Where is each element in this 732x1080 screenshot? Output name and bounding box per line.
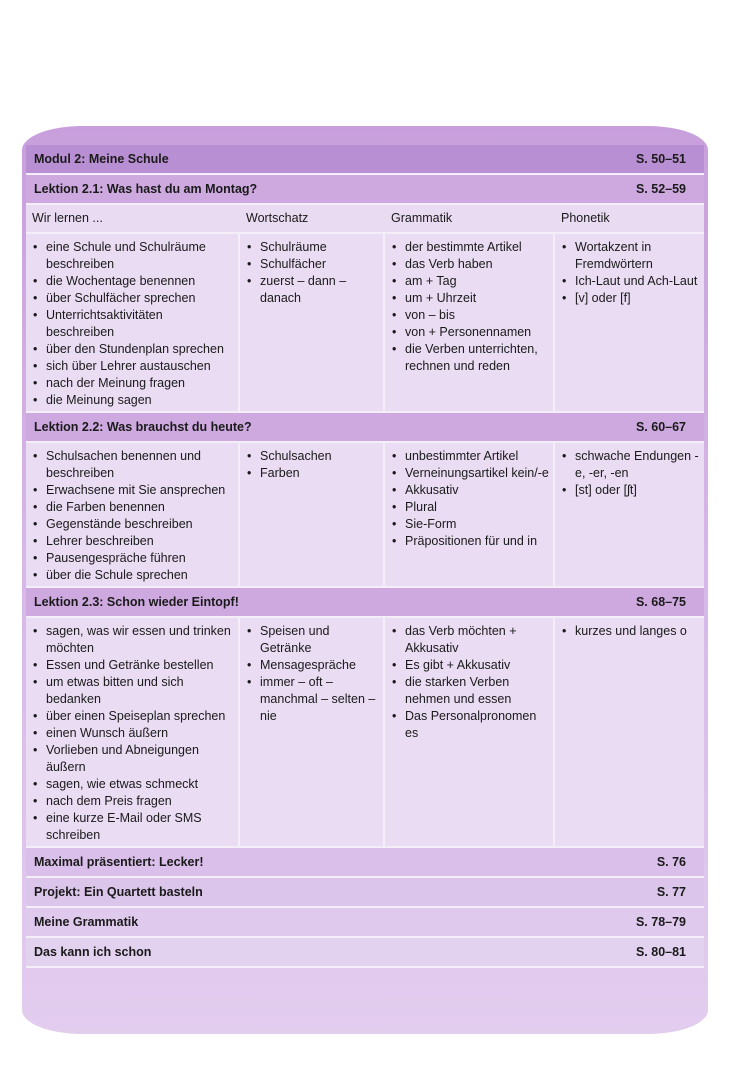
list-item: • die Verben unterrichten, rechnen und reden bbox=[391, 341, 549, 375]
list-item: • kurzes und langes o bbox=[561, 623, 700, 640]
lesson-pages: S. 68–75 bbox=[635, 595, 686, 609]
list-item: • einen Wunsch äußern bbox=[32, 725, 234, 742]
section-bar bbox=[26, 848, 704, 878]
list-item: • über den Stundenplan sprechen bbox=[32, 341, 234, 358]
list-item: • die starken Verben nehmen und essen bbox=[391, 674, 549, 708]
lesson-title: Lektion 2.1: Was hast du am Montag? bbox=[34, 182, 258, 196]
wir-lernen-cell bbox=[26, 443, 240, 586]
grammatik-cell bbox=[385, 618, 555, 846]
list-item: • das Verb möchten + Akkusativ bbox=[391, 623, 549, 657]
lesson-pages: S. 60–67 bbox=[635, 420, 686, 434]
column-header: Wir lernen ... bbox=[32, 211, 103, 225]
list-item: • eine kurze E-Mail oder SMS schreiben bbox=[32, 810, 234, 844]
wortschatz-cell bbox=[240, 234, 385, 411]
section-bar bbox=[26, 878, 704, 908]
list-item: • von + Personennamen bbox=[391, 324, 549, 341]
lesson-title: Lektion 2.2: Was brauchst du heute? bbox=[34, 420, 252, 434]
list-item: • die Wochentage benennen bbox=[32, 273, 234, 290]
table-of-contents bbox=[26, 145, 704, 968]
list-item: • Erwachsene mit Sie ansprechen bbox=[32, 482, 234, 499]
wir-lernen-cell bbox=[26, 234, 240, 411]
list-item: • über die Schule sprechen bbox=[32, 567, 234, 584]
list-item: • über Schulfächer sprechen bbox=[32, 290, 234, 307]
list-item: • immer – oft – manchmal – selten – nie bbox=[246, 674, 379, 725]
module-pages: S. 50–51 bbox=[635, 152, 686, 166]
list-item: • von – bis bbox=[391, 307, 549, 324]
list-item: • am + Tag bbox=[391, 273, 549, 290]
module-bar bbox=[26, 145, 704, 175]
list-item: • eine Schule und Schulräume beschreiben bbox=[32, 239, 234, 273]
list-item: • Mensagespräche bbox=[246, 657, 379, 674]
list-item: • das Verb haben bbox=[391, 256, 549, 273]
list-item: • die Meinung sagen bbox=[32, 392, 234, 409]
wortschatz-cell bbox=[240, 618, 385, 846]
section-pages: S. 78–79 bbox=[635, 915, 686, 929]
list-item: • sagen, was wir essen und trinken möchten bbox=[32, 623, 234, 657]
lesson-bar bbox=[26, 413, 704, 443]
section-pages: S. 80–81 bbox=[635, 945, 686, 959]
list-item: • Unterrichtsaktivitäten beschreiben bbox=[32, 307, 234, 341]
list-item: • [v] oder [f] bbox=[561, 290, 700, 307]
phonetik-cell bbox=[555, 443, 704, 586]
list-item: • Schulräume bbox=[246, 239, 379, 256]
column-header: Wortschatz bbox=[246, 211, 309, 225]
wir-lernen-cell bbox=[26, 618, 240, 846]
list-item: • der bestimmte Artikel bbox=[391, 239, 549, 256]
list-item: • die Farben benennen bbox=[32, 499, 234, 516]
column-header: Grammatik bbox=[391, 211, 453, 225]
column-headers bbox=[26, 205, 704, 234]
section-pages: S. 76 bbox=[656, 855, 686, 869]
section-title: Meine Grammatik bbox=[34, 915, 139, 929]
wortschatz-cell bbox=[240, 443, 385, 586]
module-title: Modul 2: Meine Schule bbox=[34, 152, 169, 166]
list-item: • um + Uhrzeit bbox=[391, 290, 549, 307]
list-item: • nach der Meinung fragen bbox=[32, 375, 234, 392]
list-item: • Plural bbox=[391, 499, 549, 516]
column-header: Phonetik bbox=[561, 211, 610, 225]
lesson-content bbox=[26, 443, 704, 588]
section-bar bbox=[26, 938, 704, 968]
list-item: • sich über Lehrer austauschen bbox=[32, 358, 234, 375]
list-item: • um etwas bitten und sich bedanken bbox=[32, 674, 234, 708]
list-item: • Präpositionen für und in bbox=[391, 533, 549, 550]
list-item: • Vorlieben und Abneigungen äußern bbox=[32, 742, 234, 776]
list-item: • sagen, wie etwas schmeckt bbox=[32, 776, 234, 793]
lesson-bar bbox=[26, 175, 704, 205]
list-item: • Lehrer beschreiben bbox=[32, 533, 234, 550]
list-item: • Verneinungsartikel kein/-e bbox=[391, 465, 549, 482]
lesson-bar bbox=[26, 588, 704, 618]
lesson-pages: S. 52–59 bbox=[635, 182, 686, 196]
grammatik-cell bbox=[385, 234, 555, 411]
section-title: Das kann ich schon bbox=[34, 945, 152, 959]
list-item: • Pausengespräche führen bbox=[32, 550, 234, 567]
list-item: • unbestimmter Artikel bbox=[391, 448, 549, 465]
list-item: • nach dem Preis fragen bbox=[32, 793, 234, 810]
phonetik-cell bbox=[555, 618, 704, 846]
list-item: • Gegenstände beschreiben bbox=[32, 516, 234, 533]
list-item: • Farben bbox=[246, 465, 379, 482]
list-item: • über einen Speiseplan sprechen bbox=[32, 708, 234, 725]
section-title: Projekt: Ein Quartett basteln bbox=[34, 885, 203, 899]
grammatik-cell bbox=[385, 443, 555, 586]
list-item: • Akkusativ bbox=[391, 482, 549, 499]
lesson-title: Lektion 2.3: Schon wieder Eintopf! bbox=[34, 595, 239, 609]
list-item: • Wortakzent in Fremdwörtern bbox=[561, 239, 700, 273]
list-item: • Essen und Getränke bestellen bbox=[32, 657, 234, 674]
list-item: • Es gibt + Akkusativ bbox=[391, 657, 549, 674]
list-item: • Speisen und Getränke bbox=[246, 623, 379, 657]
list-item: • [st] oder [ʃt] bbox=[561, 482, 700, 499]
lesson-content bbox=[26, 234, 704, 413]
section-bar bbox=[26, 908, 704, 938]
list-item: • Das Personalpronomen es bbox=[391, 708, 549, 742]
phonetik-cell bbox=[555, 234, 704, 411]
lesson-content bbox=[26, 618, 704, 848]
list-item: • schwache Endungen -e, -er, -en bbox=[561, 448, 700, 482]
list-item: • Sie-Form bbox=[391, 516, 549, 533]
section-title: Maximal präsentiert: Lecker! bbox=[34, 855, 204, 869]
list-item: • Schulfächer bbox=[246, 256, 379, 273]
list-item: • Schulsachen bbox=[246, 448, 379, 465]
list-item: • zuerst – dann – danach bbox=[246, 273, 379, 307]
list-item: • Schulsachen benennen und beschreiben bbox=[32, 448, 234, 482]
list-item: • Ich-Laut und Ach-Laut bbox=[561, 273, 700, 290]
section-pages: S. 77 bbox=[656, 885, 686, 899]
